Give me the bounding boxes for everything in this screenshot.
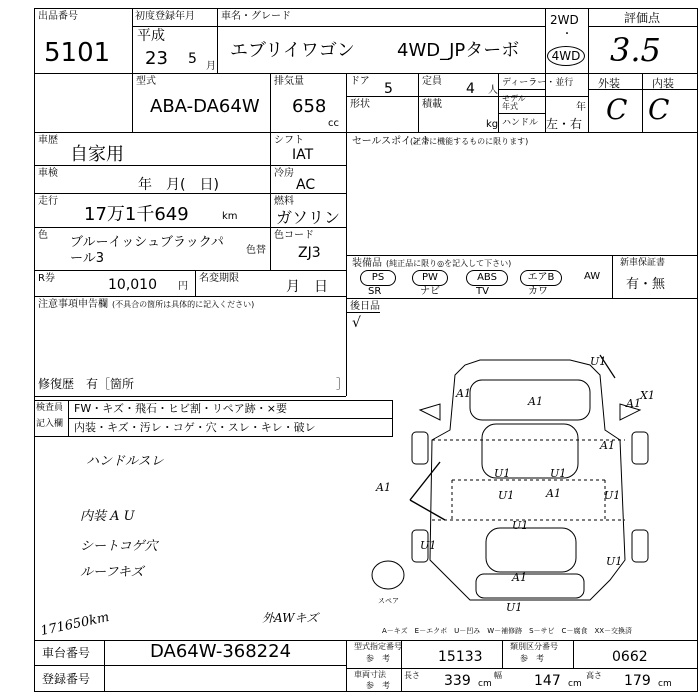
diagram-mark: A1 — [528, 395, 543, 408]
type-label: 型式 — [136, 76, 156, 87]
fuel-value: ガソリン — [276, 208, 341, 227]
score-label: 評価点 — [624, 11, 661, 25]
category-label: 類別区分番号 — [510, 642, 558, 651]
handle-value: 左・右 — [546, 117, 583, 131]
inspector-label-2: 記入欄 — [36, 419, 64, 429]
score-ext-label: 外装 — [598, 77, 620, 90]
recycle-label: R券 — [38, 273, 55, 284]
equipment-label: 装備品 — [352, 258, 382, 269]
name-change-value: 月 日 — [286, 279, 328, 295]
category-ref: 参 考 — [520, 654, 544, 663]
repair-history-end: ］ — [336, 377, 349, 391]
doors-value: 5 — [384, 81, 393, 97]
equip-navi: ナビ — [420, 286, 440, 297]
mileage-value: 17万1千649 — [84, 204, 189, 225]
inspector-row-2: 内装・キズ・汚レ・コゲ・穴・スレ・キレ・破レ — [74, 421, 316, 434]
inspector-label-1: 検査員 — [36, 403, 64, 413]
height-unit: cm — [658, 679, 672, 689]
type-cert-value: 15133 — [438, 649, 483, 665]
equip-pw: PW — [412, 270, 448, 286]
width-unit: cm — [568, 679, 582, 689]
height-value: 179 — [624, 673, 651, 689]
diagram-mark: A1 — [456, 387, 471, 400]
diagram-mark: A1 — [600, 439, 615, 452]
diagram-mark: U1 — [550, 467, 567, 480]
warranty-label: 新車保証書 — [620, 258, 666, 268]
displacement-value: 658 — [292, 96, 327, 117]
equip-abs: ABS — [466, 270, 508, 286]
ac-label: 冷房 — [274, 168, 294, 179]
width-label: 幅 — [494, 671, 502, 680]
color-line2: ール3 — [70, 251, 105, 266]
color-change-label: 色替 — [246, 245, 266, 256]
capacity-unit: 人 — [488, 85, 498, 96]
sales-point-sub: (正常に機能するものに限ります) — [410, 137, 529, 146]
delivery-value: √ — [352, 315, 361, 331]
notes-label: 注意事項申告欄 — [38, 299, 108, 310]
name-change-label: 名変期限 — [199, 273, 239, 284]
history-label: 車歴 — [38, 135, 58, 146]
equip-aw: AW — [584, 271, 601, 282]
color-code-value: ZJ3 — [298, 245, 321, 261]
mileage-unit: km — [222, 211, 238, 222]
score-value: 3.5 — [610, 31, 661, 69]
first-reg-year: 23 — [145, 48, 168, 69]
shift-value: IAT — [292, 147, 314, 163]
equip-sr: SR — [368, 286, 382, 297]
doors-label: ドア — [350, 76, 370, 87]
drive-dot: ・ — [562, 29, 572, 40]
diagram-mark: U1 — [494, 467, 511, 480]
displacement-unit: cc — [328, 118, 339, 129]
chassis-value: DA64W-368224 — [150, 641, 292, 662]
first-reg-month: 5 — [188, 51, 197, 67]
dim-label: 車両寸法 — [354, 670, 386, 679]
recycle-value: 10,010 — [108, 277, 157, 293]
lot-label: 出品番号 — [38, 11, 78, 22]
reg-no-label: 登録番号 — [42, 672, 91, 686]
recycle-unit: 円 — [178, 281, 188, 292]
length-value: 339 — [444, 673, 471, 689]
model-label: 車名・グレード — [221, 11, 291, 22]
inspector-row-1: FW・キズ・飛石・ヒビ割・リペア跡・×要 — [74, 402, 287, 415]
diagram-mark: X1 — [640, 389, 655, 402]
hand-note-3: シートコゲ穴 — [80, 539, 158, 554]
color-code-label: 色コード — [274, 230, 314, 241]
lot-number: 5101 — [44, 38, 111, 68]
width-value: 147 — [534, 673, 561, 689]
inspection-label: 車検 — [38, 168, 58, 179]
diagram-mark: U1 — [498, 489, 515, 502]
displacement-label: 排気量 — [274, 76, 304, 87]
shift-label: シフト — [274, 135, 304, 146]
diagram-mark: U1 — [512, 519, 529, 532]
sales-point-label: セールスポイント — [352, 136, 432, 147]
chassis-label: 車台番号 — [42, 646, 91, 660]
hand-note-2: 内装 A U — [80, 509, 135, 524]
dim-ref: 参 考 — [366, 681, 390, 690]
load-label: 積載 — [422, 99, 442, 110]
diagram-mark: U1 — [590, 355, 607, 368]
type-cert-label: 型式指定番号 — [354, 642, 402, 651]
equipment-sub: (純正品に限り◎を記入して下さい) — [386, 259, 512, 268]
length-unit: cm — [478, 679, 492, 689]
drive-2wd: 2WD — [550, 13, 579, 27]
score-int-label: 内装 — [652, 77, 674, 90]
type-cert-ref: 参 考 — [366, 654, 390, 663]
inspection-value: 年 月( 日) — [138, 177, 219, 193]
model-year-label: モデル年式 — [502, 94, 526, 111]
dealer-label: ディーラー・並行 — [502, 78, 574, 88]
hand-note-4: ルーフキズ — [80, 565, 144, 580]
diagram-mark: U1 — [604, 489, 621, 502]
ac-value: AC — [296, 177, 316, 193]
equip-ps: PS — [360, 270, 396, 286]
hand-note-5: 171650km — [39, 609, 111, 640]
color-label: 色 — [38, 230, 48, 241]
first-reg-month-unit: 月 — [206, 61, 216, 72]
repair-history: 修復歴 有［箇所 — [38, 377, 135, 391]
capacity-label: 定員 — [422, 76, 442, 87]
model-year-unit: 年 — [576, 102, 586, 113]
category-value: 0662 — [612, 649, 648, 665]
score-int-value: C — [648, 93, 670, 126]
first-reg-label: 初度登録年月 — [135, 11, 195, 22]
diagram-mark: U1 — [420, 539, 437, 552]
diagram-mark: U1 — [506, 601, 523, 614]
first-reg-era: 平成 — [137, 28, 165, 44]
model-name: エブリイワゴン — [230, 40, 355, 61]
diagram-mark: A1 — [376, 481, 391, 494]
equip-tv: TV — [476, 286, 489, 297]
diagram-spare-label: スペア — [378, 597, 399, 605]
notes-sub: (不具合の箇所は具体的に記入ください) — [112, 300, 255, 309]
delivery-label: 後日品 — [350, 301, 380, 312]
equip-leather: カワ — [528, 286, 548, 297]
diagram-mark: A1 — [512, 571, 527, 584]
mileage-label: 走行 — [38, 196, 58, 207]
handle-label: ハンドル — [502, 118, 539, 128]
shape-label: 形状 — [350, 99, 370, 110]
height-label: 高さ — [586, 671, 602, 680]
model-grade: 4WD_JPターボ — [397, 40, 520, 61]
fuel-label: 燃料 — [274, 196, 294, 207]
color-line1: ブルーイッシュブラックパ — [70, 235, 224, 250]
diagram-mark: A1 — [626, 397, 641, 410]
hand-note-1: ハンドルスレ — [86, 454, 164, 469]
type-value: ABA-DA64W — [150, 96, 260, 117]
score-ext-value: C — [606, 93, 628, 126]
diagram-legend: A－キズ E－エクボ U－凹み W－補修跡 S－サビ C－腐食 XX－交換済 — [382, 627, 633, 635]
warranty-value: 有・無 — [626, 277, 666, 292]
diagram-mark: A1 — [546, 487, 561, 500]
drive-4wd-circled: 4WD — [547, 46, 585, 66]
length-label: 長さ — [404, 671, 420, 680]
hand-note-6: 外AWキズ — [262, 611, 319, 625]
diagram-mark: U1 — [606, 555, 623, 568]
equip-airbag: エアB — [520, 270, 562, 286]
history-value: 自家用 — [70, 144, 124, 165]
load-unit: kg — [486, 119, 499, 130]
capacity-value: 4 — [466, 81, 475, 97]
